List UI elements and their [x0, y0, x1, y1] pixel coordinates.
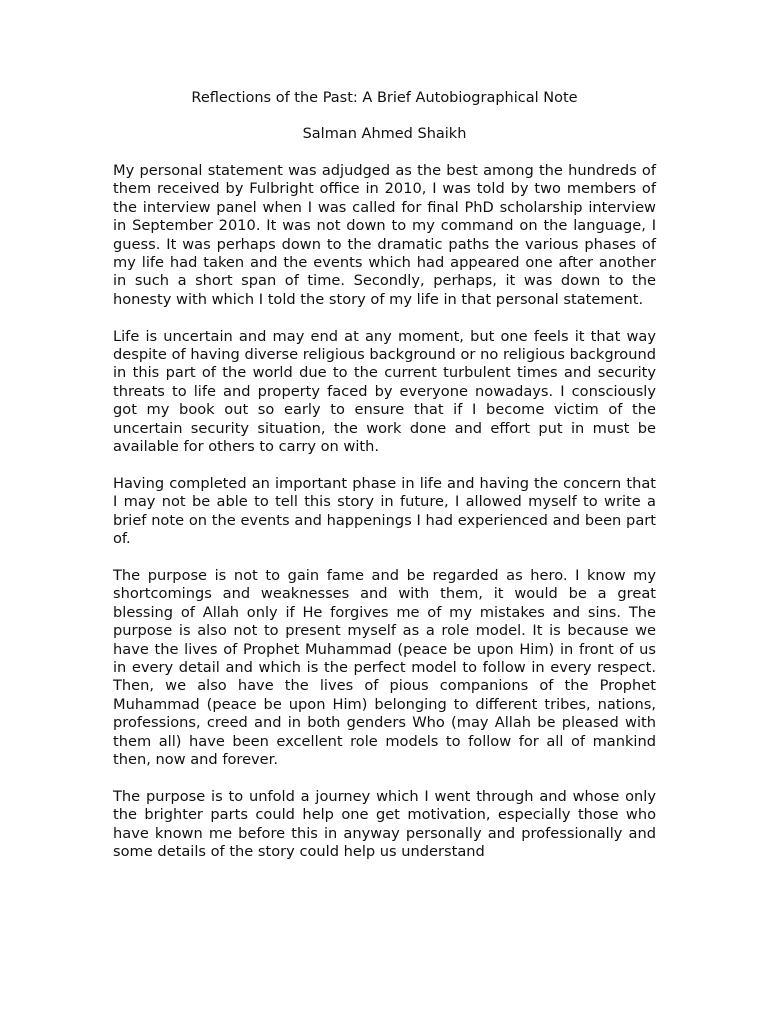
paragraph-5: The purpose is to unfold a journey which I went through and whose only the brighter parts could help one get motivation, especially those who have known me before this in anyway personally and professionally and some details of the story could help us understand: [113, 787, 656, 860]
document-title: Reflections of the Past: A Brief Autobiographical Note: [191, 90, 578, 106]
paragraph-4: The purpose is not to gain fame and be regarded as hero. I know my shortcomings and weaknesses and with them, it would be a great blessing of Allah only if He forgives me of my mistakes and sins. The purpose is also not to present myself as a role model. It is because we have the lives of Prophet Muhammad (peace be upon Him) in front of us in every detail and which is the perfect model to follow in every respect. Then, we also have the lives of pious companions of the Prophet Muhammad (peace be upon Him) belonging to different tribes, nations, professions, creed and in both genders Who (may Allah be pleased with them all) have been excellent role models to follow for all of mankind then, now and forever.: [113, 566, 656, 768]
document-body: [113, 162, 656, 861]
document-author: Salman Ahmed Shaikh: [302, 126, 467, 142]
document-page: [113, 88, 656, 861]
paragraph-3: Having completed an important phase in life and having the concern that I may not be able to tell this story in future, I allowed myself to write a brief note on the events and happenings I had experienced and been part of.: [113, 474, 656, 548]
paragraph-1: My personal statement was adjudged as the best among the hundreds of them received by Fulbright office in 2010, I was told by two members of the interview panel when I was called for final PhD scholarship interview in September 2010. It was not down to my command on the language, I guess. It was perhaps down to the dramatic paths the various phases of my life had taken and the events which had appeared one after another in such a short span of time. Secondly, perhaps, it was down to the honesty with which I told the story of my life in that personal statement.: [113, 162, 656, 308]
paragraph-2: Life is uncertain and may end at any moment, but one feels it that way despite of having diverse religious background or no religious background in this part of the world due to the current turbulent times and security threats to life and property faced by everyone nowadays. I consciously got my book out so early to ensure that if I become victim of the uncertain security situation, the work done and effort put in must be available for others to carry on with.: [113, 327, 656, 456]
